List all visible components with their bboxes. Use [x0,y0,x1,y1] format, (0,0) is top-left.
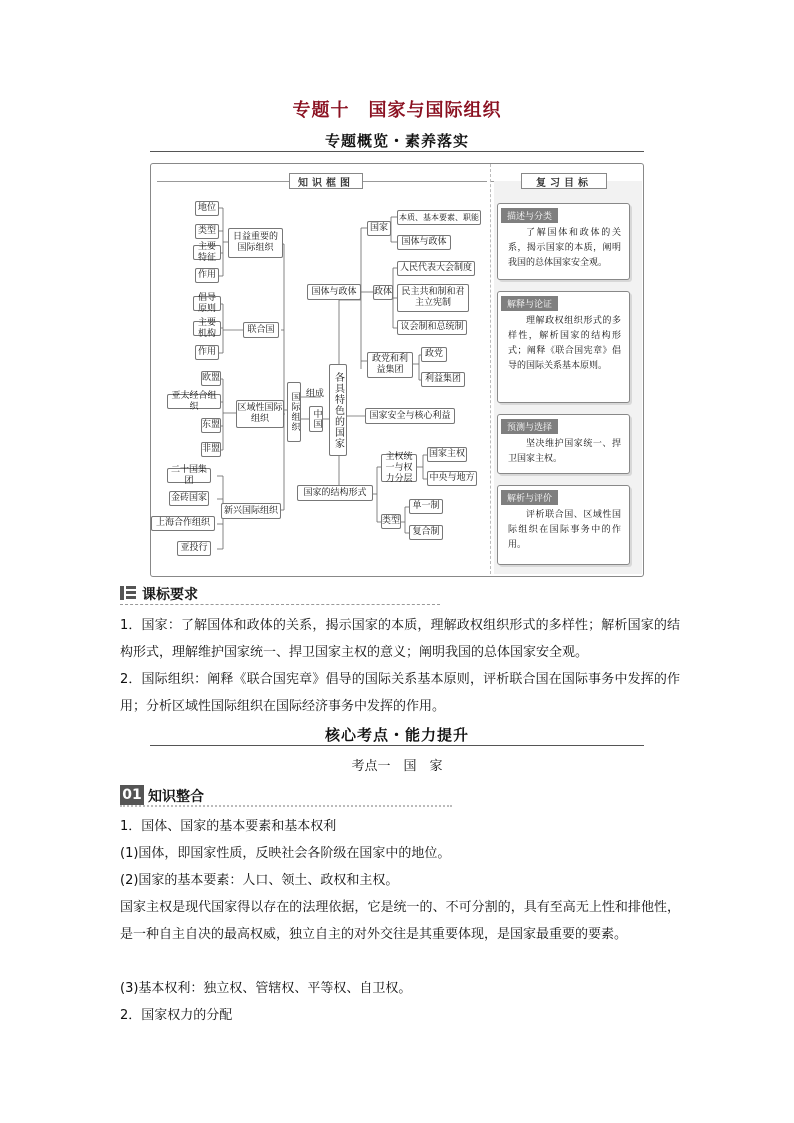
node-role-1: 作用 [195,268,219,283]
node-growing-orgs: 日益重要的国际组织 [228,228,283,258]
node-regime: 政体 [373,285,393,300]
node-un: 联合国 [243,322,279,338]
req-item-2: 2．国际组织：阐释《联合国宪章》倡导的国际关系基本原则，评析联合国在国际事务中发挥的作用；分析区域性国际组织在国际经济事务中发挥的作用。 [120,672,680,714]
goal-card-3 [497,414,630,474]
goal-head-3: 预测与选择 [501,419,558,434]
core-banner [150,724,644,746]
node-principles: 倡导原则 [193,296,221,311]
node-polity: 国体与政体 [397,235,451,250]
node-party: 政党 [421,347,447,362]
page-title: 专题十 国家与国际组织 [292,100,502,121]
node-status: 地位 [195,201,219,216]
node-center-states: 各具特色的国家 [329,364,347,456]
body-line-1: 1．国体、国家的基本要素和基本权利 [120,819,337,834]
node-g20: 二十国集团 [167,468,211,483]
body-line-2: (1)国体，即国家性质，反映社会各阶级在国家中的地位。 [120,846,451,861]
goal-body-1: 了解国体和政体的关系，揭示国家的本质，阐明我国的总体国家安全观。 [508,228,621,268]
node-security: 国家安全与核心利益 [365,408,455,424]
body-line-6: 2．国家权力的分配 [120,1008,233,1023]
node-regional-orgs: 区域性国际组织 [236,400,284,428]
node-essence: 本质、基本要素、职能 [397,210,481,225]
knowledge-tag: 知识框图 [289,173,363,189]
node-parties-groups: 政党和利益集团 [367,352,413,378]
goal-card-1 [497,203,630,280]
body-para-sovereignty: 国家主权是现代国家得以存在的法理依据，它是统一的、不可分割的，具有至高无上性和排他性，是一种自主自决的最高权威，独立自主的对外交往是其重要体现，是国家最重要的要素。 [120,900,680,942]
body-line-3: (2)国家的基本要素：人口、领土、政权和主权。 [120,873,399,888]
node-interest-group: 利益集团 [421,372,465,387]
req-divider [120,604,440,605]
label-compose: 组成 [306,389,325,399]
node-types: 类型 [195,224,219,239]
node-intl-org: 国际组织 [287,382,301,442]
review-tag: 复习目标 [521,173,607,189]
node-nation: 国家 [367,221,391,236]
section-divider [120,805,452,807]
node-eu: 欧盟 [201,371,221,386]
overview-banner [150,130,644,152]
node-parliament: 议会制和总统制 [397,320,467,335]
node-compound: 复合制 [409,525,443,540]
goal-body-4: 评析联合国、区域性国际组织在国际事务中的作用。 [508,510,621,550]
node-republic-monarchy: 民主共和制和君主立宪制 [397,284,469,312]
node-polity-regime: 国体与政体 [307,284,361,300]
goal-head-1: 描述与分类 [501,208,558,223]
node-unitary: 单一制 [409,499,443,514]
node-au: 非盟 [201,442,221,457]
section-number: 01 [120,785,144,805]
node-organs: 主要机构 [193,321,221,336]
node-structure-form: 国家的结构形式 [297,485,373,501]
node-china: 中国 [309,406,323,432]
node-sovereignty-layer: 主权统一与权力分层 [381,454,417,482]
body-line-5: (3)基本权利：独立权、管辖权、平等权、自卫权。 [120,981,412,996]
node-types-form: 类型 [381,514,401,529]
node-apec: 亚太经合组织 [167,394,221,409]
goal-body-2: 理解政权组织形式的多样性，解析国家的结构形式；阐释《联合国宪章》倡导的国际关系基本原则。 [508,316,621,371]
core-banner-text: 核心考点・能力提升 [324,726,469,744]
kaodian-title: 考点一 国 家 [351,759,443,774]
node-features: 主要特征 [193,245,221,260]
goal-card-2 [497,291,630,403]
node-role-2: 作用 [195,345,219,360]
node-sovereignty: 国家主权 [427,447,467,462]
goal-head-2: 解释与论证 [501,296,558,311]
node-asean: 东盟 [201,418,221,433]
goal-card-4 [497,485,630,565]
node-npc: 人民代表大会制度 [397,261,475,276]
node-emerging-orgs: 新兴国际组织 [221,503,281,519]
req-title: 课标要求 [142,587,198,603]
section-title: 知识整合 [148,789,204,805]
req-item-1: 1．国家：了解国体和政体的关系，揭示国家的本质，理解政权组织形式的多样性；解析国家的结构形式，理解维护国家统一、捍卫国家主权的意义；阐明我国的总体国家安全观。 [120,618,680,660]
node-sco: 上海合作组织 [151,516,215,531]
goal-head-4: 解析与评价 [501,490,558,505]
node-brics: 金砖国家 [169,491,209,506]
goal-body-3: 坚决维护国家统一、捍卫国家主权。 [508,439,621,464]
node-aiib: 亚投行 [177,541,211,556]
node-central-local: 中央与地方 [427,471,477,486]
overview-banner-text: 专题概览・素养落实 [324,132,469,150]
list-icon [120,585,136,601]
